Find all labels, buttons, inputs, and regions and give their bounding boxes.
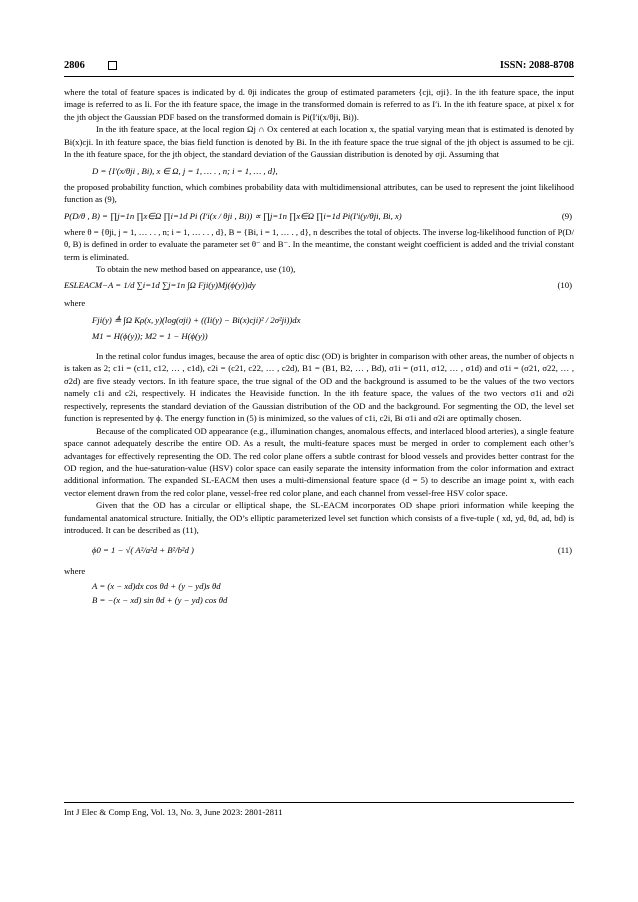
equation-10-number: (10) bbox=[557, 280, 572, 291]
equation-11-number: (11) bbox=[557, 544, 572, 555]
body-text bbox=[64, 86, 574, 607]
equation-A-expr: A = (x − xd)dx cos θd + (y − yd)s θd bbox=[92, 581, 221, 592]
equation-M-expr: M1 = H(ϕ(y)); M2 = 1 − H(ϕ(y)) bbox=[92, 330, 208, 341]
paragraph-6: In the retinal color fundus images, because the area of optic disc (OD) is brighter in comparison with other areas, the number of objects n is taken as 2; c1i = (c11, c12, … , c1d), c2i = (c21, c22, … , c2d), B1 = (B1, B2, … , Bd), σ1i = (σ11, σ12, … , σ1d) and σ1i = (σ21, σ22, … , σ2d) are five steady vectors. In ith feature space, the true signal of the OD and the background is assumed to be the values of the two vectors namely c1i and c2i, respectively. H indicates the Heaviside function. In the ith feature space, the values of the two vectors σ1i and σ2i respectively, represents the standard deviation of the Gaussian distribution of the OD and the background. For segmenting the OD, the level set function is represented by ϕ. The energy function in (5) is minimized, so the values of c1i, c2i, Bi σ1i and σ2i are optimally chosen. bbox=[64, 350, 574, 424]
paragraph-3: the proposed probability function, which combines probability data with multidimensional attributes, can be used to represent the joint likelihood function as (9), bbox=[64, 181, 574, 205]
equation-F bbox=[64, 312, 574, 328]
equation-9-number: (9) bbox=[561, 210, 572, 221]
issn-label: ISSN: 2088-8708 bbox=[499, 60, 574, 71]
equation-A bbox=[64, 579, 574, 593]
paragraph-8: Given that the OD has a circular or elliptical shape, the SL-EACM incorporates OD shape priori information while keeping the fundamental anatomical structure. Initially, the OD’s elliptic parameterized level set function which consists of a five-tuple ( xd, yd, θd, ad, bd) is introduced. It can be described as (11), bbox=[64, 500, 574, 536]
equation-M bbox=[64, 328, 574, 344]
equation-B-expr: B = −(x − xd) sin θd + (y − yd) cos θd bbox=[92, 595, 228, 606]
equation-F-expr: Fji(y) ≜ ∫Ω Kρ(x, y)(log(σji) + ((Ii(y) − Bi(x)cji)² / 2σ²ji))dx bbox=[92, 314, 301, 325]
paragraph-5: To obtain the new method based on appearance, use (10), bbox=[96, 263, 296, 274]
where-label-2: where bbox=[64, 565, 86, 576]
footer-rule bbox=[64, 802, 574, 803]
equation-9 bbox=[64, 206, 574, 226]
equation-D bbox=[64, 161, 574, 181]
paragraph-7: Because of the complicated OD appearance (e.g., illumination changes, anomalous effects, and interlaced blood arteries), a single feature space cannot adequately describe the entire OD. As a result, the multi-feature spaces must be merged in order to complement each other’s advantages for effectively representing the OD. The red color plane offers a subtle contrast for blood vessels and provides better contrast for the OD region, and the hue-saturation-value (HSV) color space can easily separate the intensity information from the color information and extract additional information. The expanded SL-EACM then uses a multi-dimensional feature space (d = 5) to describe an image point x, with each vector element drawn from the red color plane, vessel-free red color plane, and each channel from vessel-free HSV color space. bbox=[64, 425, 574, 498]
equation-10 bbox=[64, 275, 574, 295]
equation-B bbox=[64, 593, 574, 607]
paragraph-4: where θ = {θji, j = 1, … . . , n; i = 1, … . . , d}, B = {Bi, i = 1, … . , d}, n describes the total of objects. The inverse log-likelihood function of P(D/θ, B) is defined in order to evaluate the parameter set θ⁻ and B⁻. In the meantime, the constant weight coefficient is added and the trivial constant term is eliminated. bbox=[64, 226, 574, 262]
equation-D-expr: D = {I′(x/θji , Bi), x ∈ Ω, j = 1, … . , n; i = 1, … , d}, bbox=[92, 165, 278, 176]
running-header bbox=[64, 60, 574, 74]
equation-10-expr: ESLEACM−A = 1/d ∑i=1d ∑j=1n ∫Ω Fji(y)Mj(ϕ(y))dy bbox=[64, 280, 256, 291]
equation-11 bbox=[64, 537, 574, 563]
footer-citation: Int J Elec & Comp Eng, Vol. 13, No. 3, June 2023: 2801-2811 bbox=[64, 807, 283, 817]
header-square-icon bbox=[108, 61, 117, 70]
page-number: 2806 bbox=[64, 60, 85, 71]
paragraph-2: In the ith feature space, at the local region Ωj ∩ Ox centered at each location x, the spatial varying mean that is estimated is denoted by Bi(x)cji. In ith feature space, the bias field function is denoted by Bi. In the ith feature space the true signal of the jth object is assumed to be cji. In the ith feature space, for the jth object, the standard deviation of the Gaussian distribution is denoted by σji. Assuming that bbox=[64, 124, 574, 160]
equation-9-expr: P(D/θ , B) = ∏j=1n ∏x∈Ω ∏i=1d Pi (I′i(x / θji , Bi)) ∝ ∏j=1n ∏x∈Ω ∏i=1d Pi(I′i(y/θji, Bi, x) bbox=[64, 210, 402, 221]
header-rule bbox=[64, 76, 574, 77]
paragraph-1: where the total of feature spaces is indicated by d. θji indicates the group of estimated parameters {cji, σji}. In the ith feature space, the input image is referred to as Ii. For the ith feature space, the image in the transformed domain is referred to as I′i. In the ith feature space, at pixel x for the jth object the Gaussian PDF based on the transformed domain is Pi(I′i(x/θji, Bi)). bbox=[64, 87, 574, 122]
equation-11-expr: ϕ0 = 1 − √( A²/a²d + B²/b²d ) bbox=[92, 544, 194, 555]
where-label-1: where bbox=[64, 298, 86, 309]
